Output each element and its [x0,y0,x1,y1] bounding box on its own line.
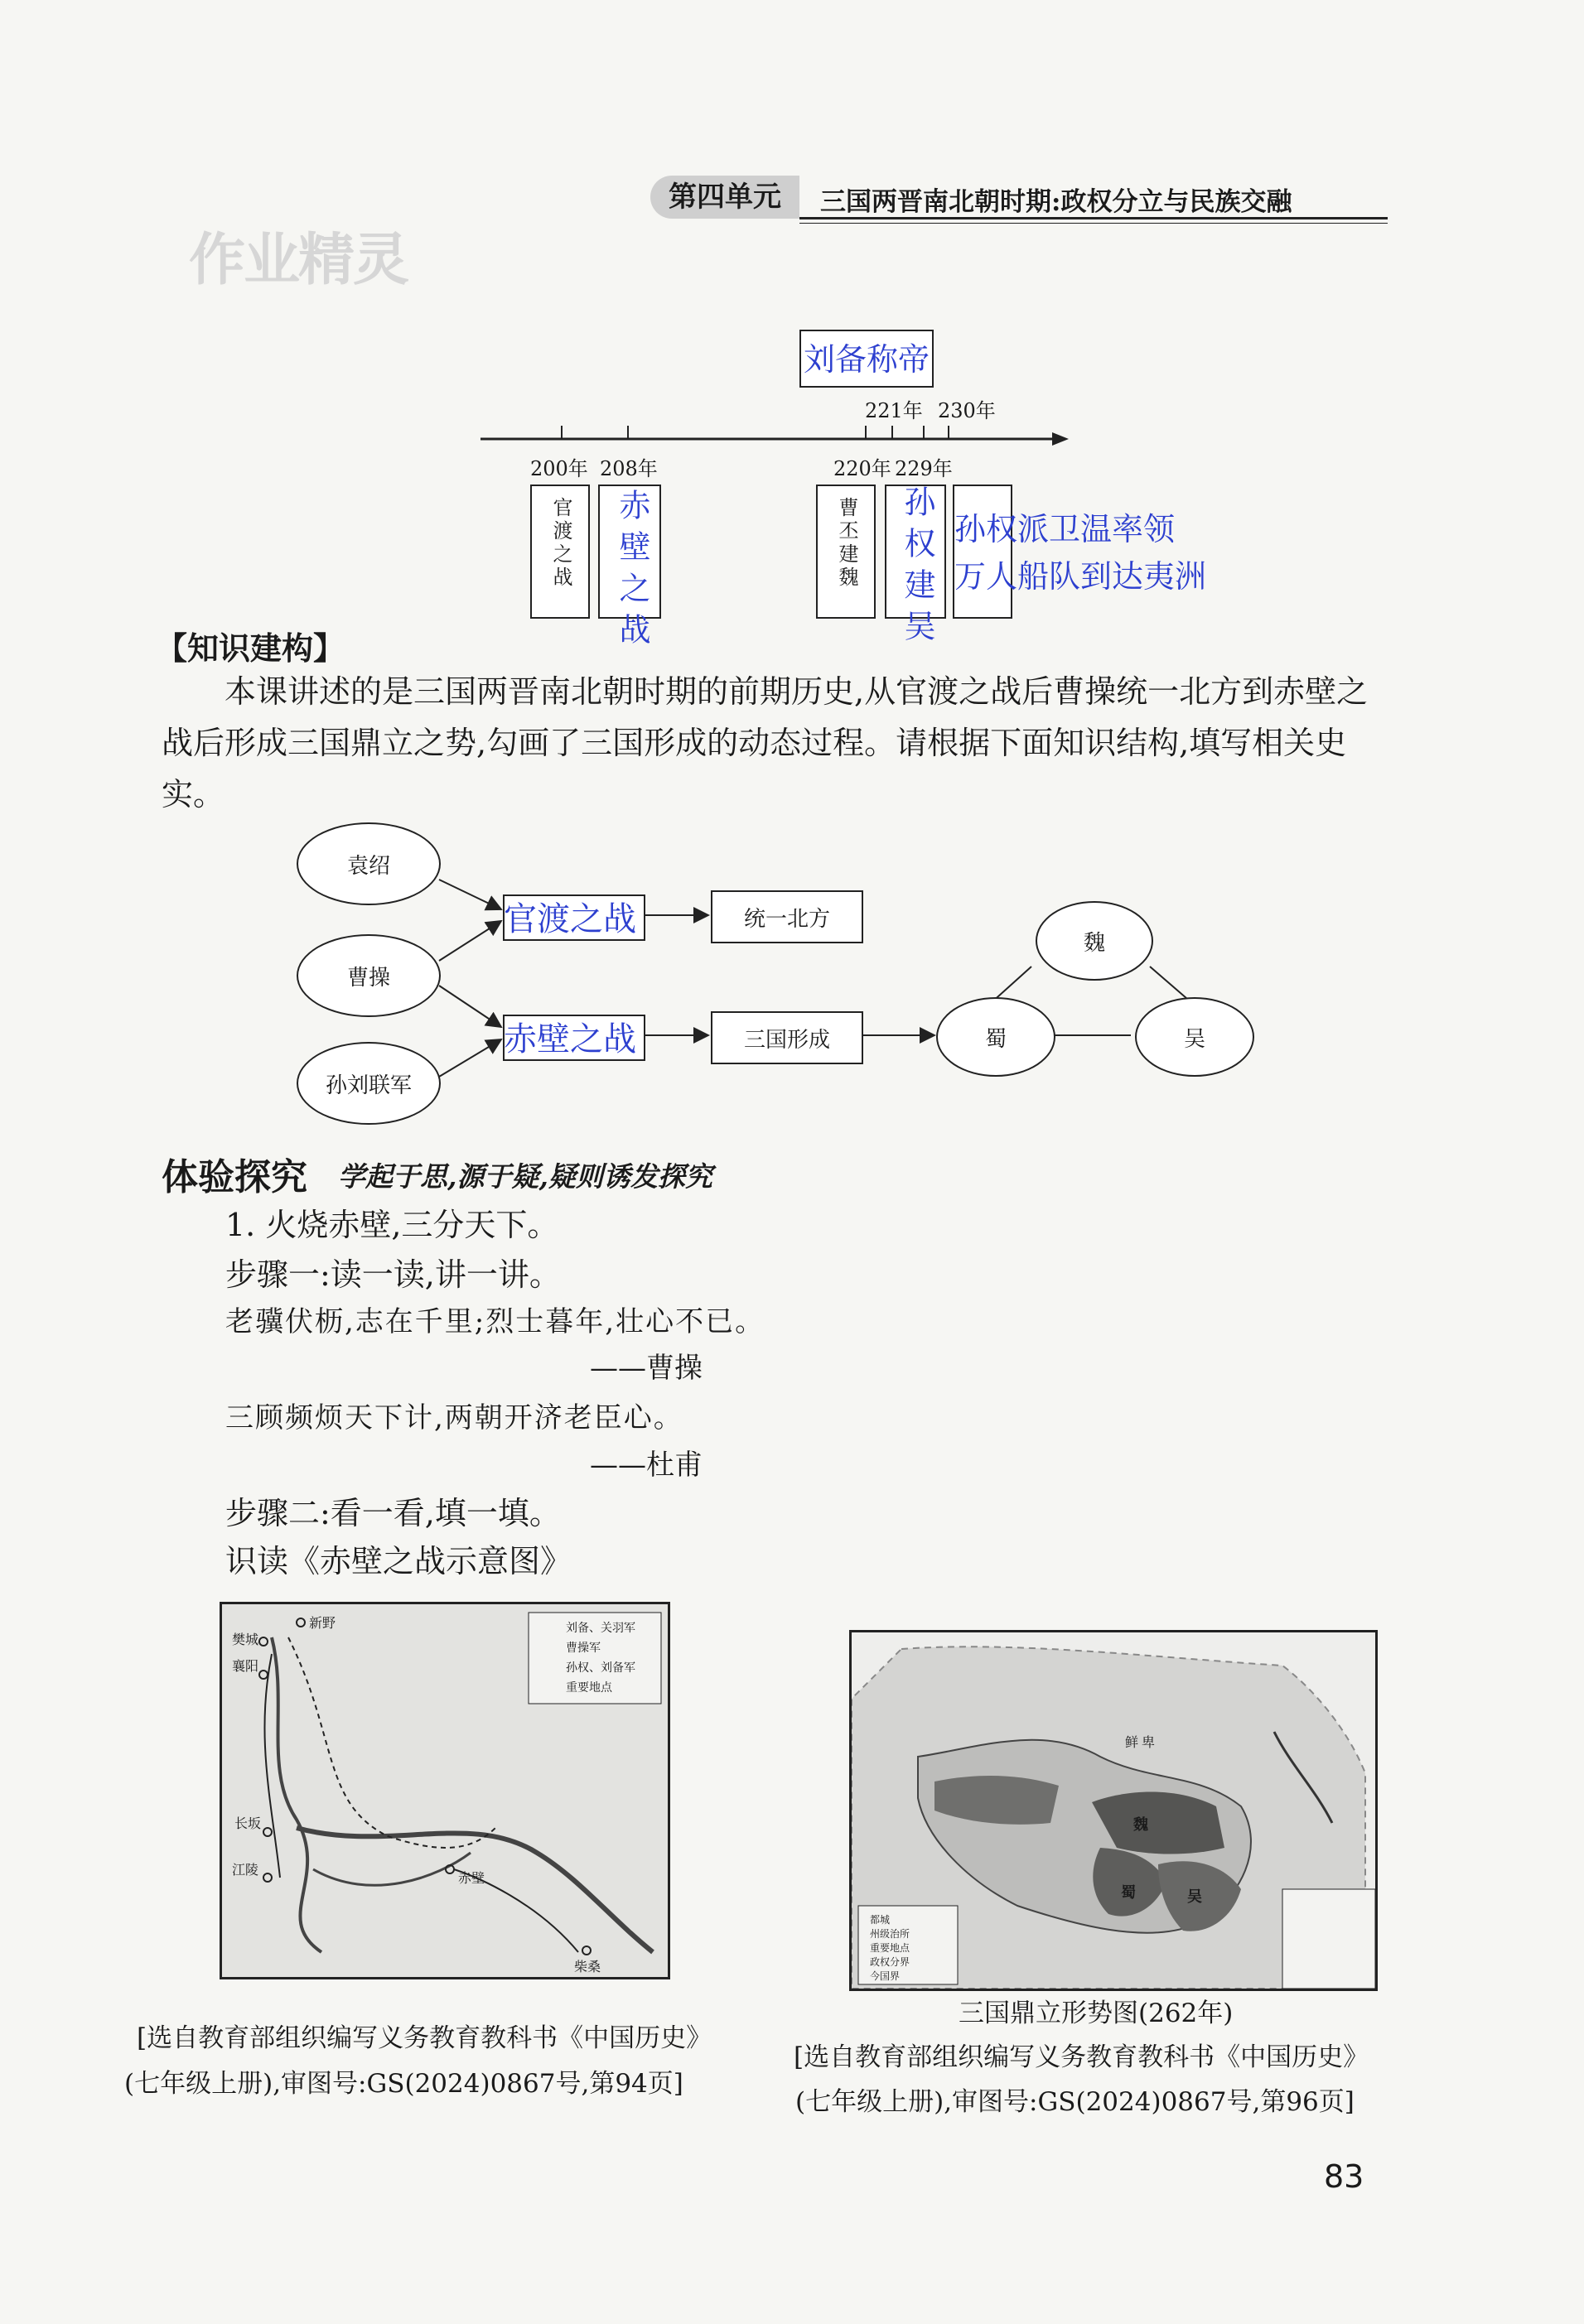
node-yuanshao: 袁绍 [297,822,441,905]
legend-important: 重要地点 [870,1942,910,1954]
unit-title: 三国两晋南北朝时期:政权分立与民族交融 [820,187,1292,217]
answer-chibi-timeline: 赤壁之战 [614,489,650,654]
legend-capital: 都城 [870,1914,891,1926]
right-map-source-1: [选自教育部组织编写义务教育教科书《中国历史》 [794,2042,1369,2072]
place-changban: 长坂 [234,1815,262,1831]
node-caocao: 曹操 [297,934,441,1017]
left-map-source-2: (七年级上册),审图号:GS(2024)0867号,第94页] [124,2069,683,2099]
answer-liubei: 刘备称帝 [804,341,930,378]
map-chibi [220,1602,670,1979]
unit-label: 第四单元 [650,176,799,219]
map-three-kingdoms [849,1630,1378,1991]
legend-prefecture: 州级治所 [870,1928,910,1940]
explore-motto: 学起于思,源于疑,疑则诱发探究 [338,1160,712,1193]
legend-liu-guan: 刘备、关羽军 [566,1622,635,1635]
place-chibi: 赤壁 [458,1870,485,1886]
year-220: 220年 [833,457,891,480]
answer-weiwen-line2: 万人船队到达夷洲 [954,558,1207,595]
place-fancheng: 樊城 [232,1632,259,1647]
label-wu: 吴 [1187,1888,1202,1906]
item-1: 1. 火烧赤壁,三分天下。 [225,1207,559,1243]
box-three-kingdoms: 三国形成 [711,1011,863,1064]
right-map-source-2: (七年级上册),审图号:GS(2024)0867号,第96页] [795,2087,1355,2117]
legend-border: 今国界 [870,1970,901,1982]
page-number: 83 [1324,2158,1364,2195]
legend-places: 重要地点 [566,1681,612,1695]
place-xinye: 新野 [309,1615,336,1631]
step-2: 步骤二:看一看,填一填。 [225,1495,561,1531]
poem-1: 老骥伏枥,志在千里;烈士暮年,壮心不已。 [225,1305,765,1338]
label-xianbei-2: 卑 [1142,1734,1156,1750]
watermark: 作业精灵 [189,228,408,293]
right-map-title: 三国鼎立形势图(262年) [959,1999,1234,2028]
year-229: 229年 [895,457,953,480]
poem-1-author: ——曹操 [590,1352,703,1385]
answer-sunquan: 孙权建吴 [899,485,935,651]
year-221: 221年 [865,399,923,422]
node-wu: 吴 [1135,997,1254,1077]
place-chaisang: 柴桑 [574,1959,601,1974]
step-1: 步骤一:读一读,讲一讲。 [225,1256,561,1293]
place-xiangyang: 襄阳 [232,1658,259,1674]
event-caopi: 曹丕建魏 [835,497,858,590]
legend-cao: 曹操军 [566,1642,601,1655]
explore-heading: 体验探究 [162,1156,307,1198]
answer-chibi-diagram: 赤壁之战 [504,1020,636,1058]
map-three-kingdoms-drawing [852,1632,1375,1989]
node-wei: 魏 [1036,901,1153,981]
year-230: 230年 [938,399,996,422]
place-jiangling: 江陵 [232,1862,259,1878]
year-200: 200年 [530,457,588,480]
label-shu: 蜀 [1121,1884,1136,1902]
answer-guandu-diagram: 官渡之战 [504,900,636,938]
answer-weiwen-line1: 孙权派卫温率领 [954,511,1176,547]
poem-2-author: ——杜甫 [590,1449,703,1482]
knowledge-heading: 【知识建构】 [156,630,345,667]
node-sunliu: 孙刘联军 [297,1042,441,1125]
poem-2: 三顾频烦天下计,两朝开济老臣心。 [225,1401,683,1434]
year-208: 208年 [600,457,658,480]
legend-boundary: 政权分界 [870,1956,910,1968]
left-map-source-1: [选自教育部组织编写义务教育教科书《中国历史》 [137,2023,712,2053]
label-wei: 魏 [1133,1816,1148,1834]
label-xianbei-1: 鲜 [1125,1734,1139,1750]
event-guandu: 官渡之战 [549,497,572,590]
legend-sun-liu: 孙权、刘备军 [566,1661,635,1675]
box-unify-north: 统一北方 [711,890,863,943]
read-map-instruction: 识读《赤壁之战示意图》 [225,1543,572,1579]
knowledge-diagram-lines [0,0,1584,1126]
node-shu: 蜀 [936,997,1055,1077]
knowledge-paragraph: 本课讲述的是三国两晋南北朝时期的前期历史,从官渡之战后曹操统一北方到赤壁之战后形成三国鼎立之势,勾画了三国形成的动态过程。请根据下面知识结构,填写相关史实。 [162,673,1369,812]
